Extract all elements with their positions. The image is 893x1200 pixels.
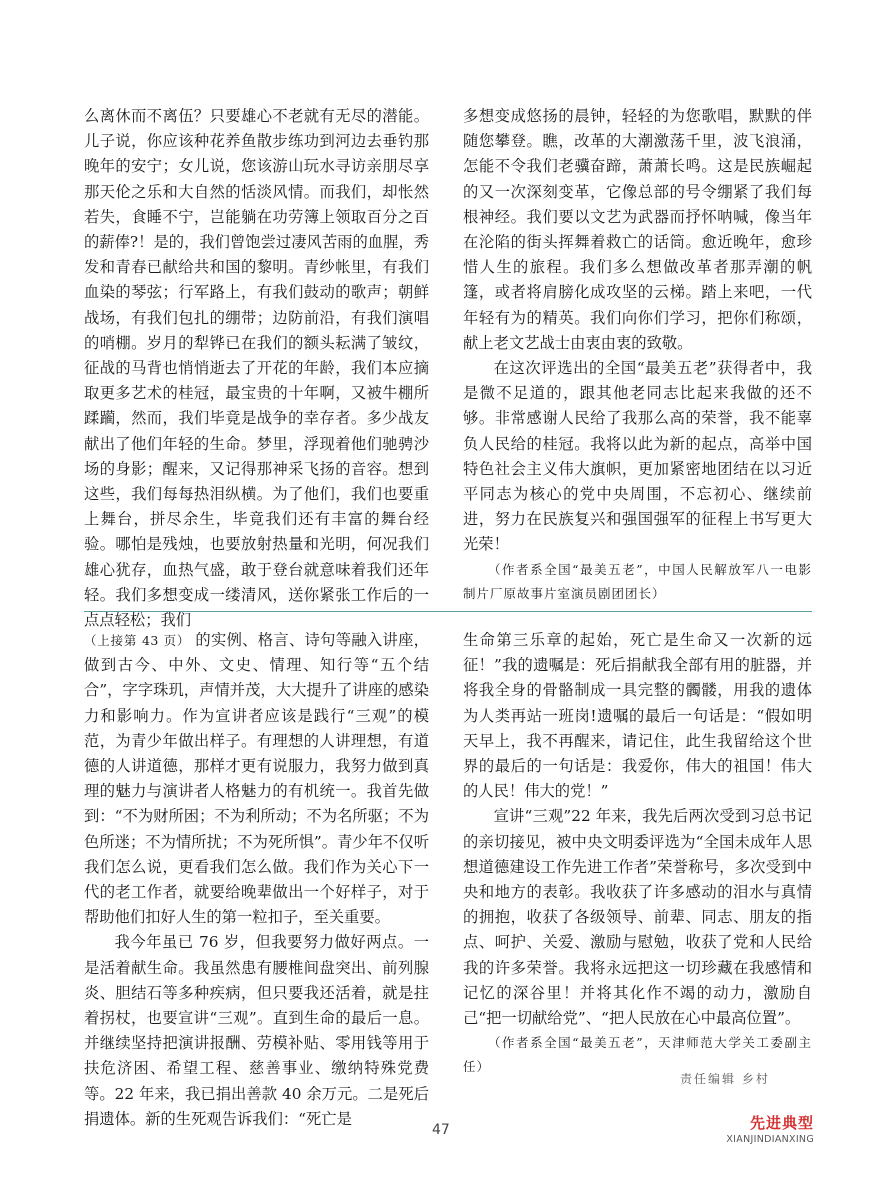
paragraph: 我今年虽已 76 岁，但我要努力做好两点。一是活着献生命。我虽然患有腰椎间盘突出、前列腺炎、胆结石等多种疾病，但只要我还活着，就是拄着拐杖，也要宣讲“三观”。直到生命的最后一息。并继续坚持把演讲报酬、劳模补贴、零用钱等用于扶危济困、希望工程、慈善事业、缴纳特殊党费等。22 年来，我已捐出善款 40 余万元。二是死后捐遗体。新的生死观告诉我们：“死亡是: [84, 933, 429, 1128]
paragraph: 么离休而不离伍？只要雄心不老就有无尽的潜能。儿子说，你应该种花养鱼散步练功到河边去垂钓那晚年的安宁；女儿说，您该游山玩水寻访亲朋尽享那天伦之乐和大自然的恬淡风情。而我们，却怅然若失，食睡不宁，岂能躺在功劳簿上领取百分之百的薪俸?！是的，我们曾饱尝过凄风苦雨的血腥，秀发和青春已献给共和国的黎明。青纱帐里，有我们血染的琴弦；行军路上，有我们鼓动的歌声；朝鲜战场，有我们包扎的绷带；边防前沿，有我们演唱的哨棚。岁月的犁铧已在我们的额头耘满了皱纹，征战的马背也悄悄逝去了开花的年龄，我们本应摘取更多艺术的桂冠，最宝贵的十年啊，又被牛棚所蹂躏，然而，我们毕竟是战争的幸存者。多少战友献出了他们年轻的生命。梦里，浮现着他们驰骋沙场的身影；醒来，又记得那神采飞扬的音容。想到这些，我们每每热泪纵横。为了他们，我们也要重上舞台，拼尽余生，毕竟我们还有丰富的舞台经验。哪怕是残烛，也要放射热量和光明，何况我们雄心犹存，血热气盛，敢于登台就意味着我们还年轻。我们多想变成一缕清风，送你紧张工作后的一点点轻松；我们: [84, 107, 429, 630]
section-divider: [84, 611, 812, 612]
article-bottom-left-column: [84, 628, 429, 1132]
author-signature: （作者系全国“最美五老”，天津师范大学关工委副主任）: [463, 1035, 812, 1075]
paragraph: 多想变成悠扬的晨钟，轻轻的为您歌唱，默默的伴随您攀登。瞧，改革的大潮激荡千里，波飞浪涌，怎能不令我们老骥奋蹄，萧萧长鸣。这是民族崛起的又一次深刻变革，它像总部的号令绷紧了我们每根神经。我们要以文艺为武器而抒怀呐喊，像当年在沦陷的街头挥舞着救亡的话筒。愈近晚年，愈珍惜人生的旅程。我们多么想做改革者那弄潮的帆篷，或者将肩膀化成攻坚的云梯。踏上来吧，一代年轻有为的精英。我们向你们学习，把你们称颂，献上老文艺战士由衷由衷的致敬。: [463, 107, 812, 352]
section-brand: [726, 1112, 814, 1145]
paragraph-text: 的实例、格言、诗句等融入讲座，做到古今、中外、文史、情理、知行等“五个结合”，字字珠玑，声情并茂，大大提升了讲座的感染力和影响力。作为宣讲者应该是践行“三观”的模范，为青少年做出样子。有理想的人讲理想，有道德的人讲道德，那样才更有说服力，我努力做到真理的魅力与演讲者人格魅力的有机统一。我首先做到：“不为财所困；不为利所动；不为名所驱；不为色所迷；不为情所扰；不为死所惧”。青少年不仅听我们怎么说，更看我们怎么做。我们作为关心下一代的老工作者，就要给晚辈做出一个好样子，对于帮助他们扣好人生的第一粒扣子，至关重要。: [84, 631, 429, 927]
continued-from-label: （上接第 43 页）: [84, 633, 191, 648]
paragraph: [84, 628, 429, 930]
page-number: 47: [432, 1122, 450, 1138]
paragraph: 在这次评选出的全国“最美五老”获得者中，我是微不足道的，跟其他老同志比起来我做的还不够。非常感谢人民给了我那么高的荣誉，我不能辜负人民给的桂冠。我将以此为新的起点，高举中国特色社会主义伟大旗帜，更加紧密地团结在以习近平同志为核心的党中央周围，不忘初心、继续前进，努力在民族复兴和强国强军的征程上书写更大光荣！: [463, 359, 812, 554]
paragraph: 宣讲“三观”22 年来，我先后两次受到习总书记的亲切接见，被中央文明委评选为“全国未成年人思想道德建设工作先进工作者”荣誉称号，多次受到中央和地方的表彰。我收获了许多感动的泪水与真情的拥抱，收获了各级领导、前辈、同志、朋友的指点、呵护、关爱、激励与慰勉，收获了党和人民给我的许多荣誉。我将永远把这一切珍藏在我感情和记忆的深谷里！并将其化作不竭的动力，激励自己“把一切献给党”、“把人民放在心中最高位置”。: [463, 807, 812, 1028]
article-top-left-column: [84, 104, 429, 633]
section-pinyin: XIANJINDIANXING: [726, 1134, 814, 1145]
paragraph: 生命第三乐章的起始，死亡是生命又一次新的远征！”我的遗嘱是：死后捐献我全部有用的脏器，并将我全身的骨骼制成一具完整的髑髅，用我的遗体为人类再站一班岗!遗嘱的最后一句话是：“假如明天早上，我不再醒来，请记住，此生我留给这个世界的最后的一句话是：我爱你，伟大的祖国！伟大的人民！伟大的党！”: [463, 631, 812, 801]
article-bottom-right-column: [463, 628, 812, 1079]
author-signature: （作者系全国“最美五老”，中国人民解放军八一电影制片厂原故事片室演员剧团团长）: [463, 561, 812, 601]
section-name: 先进典型: [749, 1114, 814, 1132]
article-top-right-column: [463, 104, 812, 606]
responsible-editor: 责任编辑 乡村: [680, 1072, 770, 1086]
